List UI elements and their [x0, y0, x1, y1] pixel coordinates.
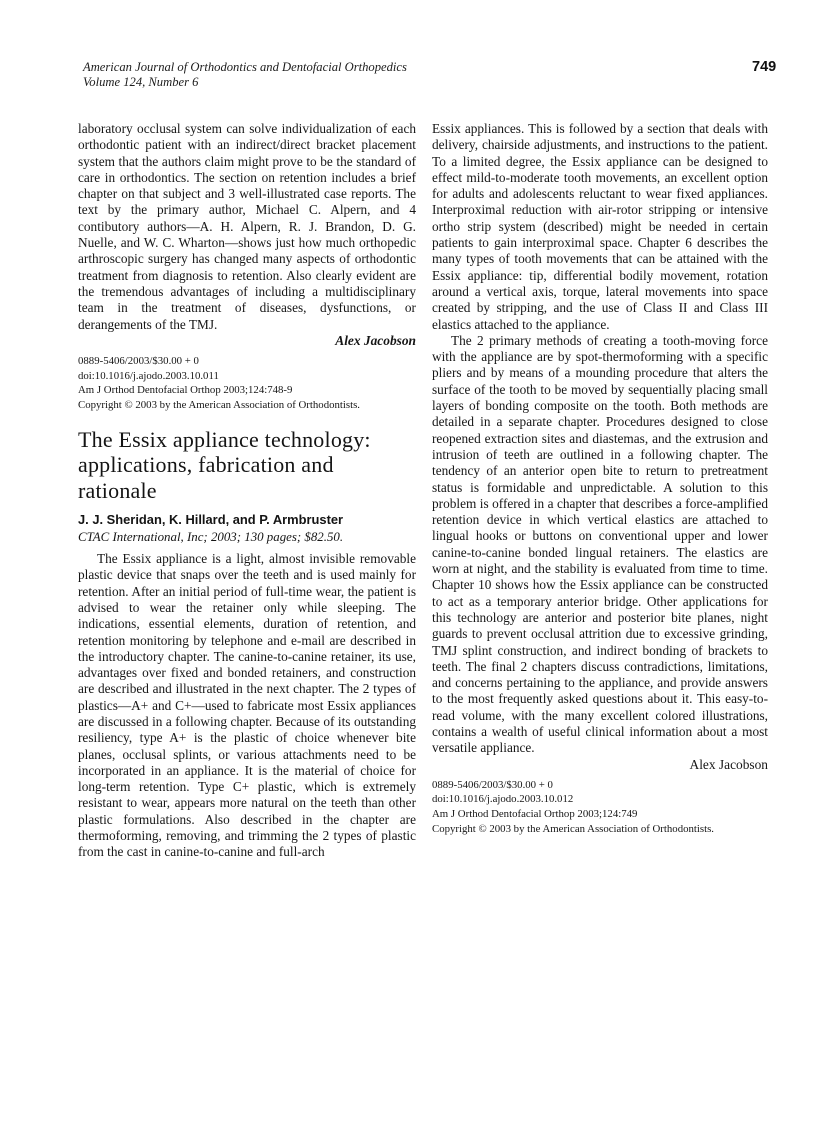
- left-column: [78, 121, 416, 861]
- review2-paragraph1-right: Essix appliances. This is followed by a section that deals with delivery, chairside adjustments, and instructions to the patient. To a limited degree, the Essix appliance can be designed to effect mild-to-moderate tooth movements, an excellent option for adults and adolescents reluctant to wear fixed appliances. Interproximal reduction with air-rotor stripping or intensive ortho strip system (described) might be needed in certain patients to gain interproximal space. Chapter 6 describes the many types of tooth movements that can be attained with the Essix appliance: tip, differential bodily movement, rotation around a vertical axis, torque, lateral movements into space created by stripping, and the use of Class II and Class III elastics attached to the appliance.: [432, 121, 768, 332]
- review1-footer-doi: doi:10.1016/j.ajodo.2003.10.011: [78, 369, 219, 382]
- running-head: [83, 60, 503, 89]
- review1-footer-issn: 0889-5406/2003/$30.00 + 0: [78, 355, 199, 368]
- review1-signature-name: Alex Jacobson: [335, 332, 416, 348]
- review1-footer-citation: Am J Orthod Dentofacial Orthop 2003;124:748-9: [78, 384, 293, 397]
- review2-footer: [432, 778, 768, 836]
- review2-footer-citation: Am J Orthod Dentofacial Orthop 2003;124:749: [432, 808, 638, 821]
- review2-footer-doi: doi:10.1016/j.ajodo.2003.10.012: [432, 793, 574, 806]
- right-column: [432, 121, 768, 836]
- book-publication-info: CTAC International, Inc; 2003; 130 pages; $82.50.: [78, 530, 344, 545]
- review2-paragraph2: The 2 primary methods of creating a tooth-moving force with the appliance are by spot-thermoforming with a specific pliers and by means of a mounding procedure that alters the surface of the tooth to be moved by sequentially placing small layers of bonding composite on the tooth. Both methods are detailed in a separate chapter. Procedures designed to close reopened extraction sites and diastemas, and the extrusion and intrusion of teeth are outlined in a following chapter. The tendency of an anterior open bite to return to pretreatment status is formidable and unpredictable. A solution to this problem is offered in a chapter that describes a force-amplified retention device in which vertical elastics are attached to lingual hooks or buttons on conventional upper and lower canine-to-canine bonded lingual retainers. The elastics are worn at night, and the stability is evaluated from time to time. Chapter 10 shows how the Essix appliance can be constructed to act as a temporary anterior bridge. Other applications for this technology are anterior and posterior bite planes, night guards to prevent occlusal attrition due to excessive grinding, TMJ splint construction, and indirect bonding of brackets to teeth. The final 2 chapters discuss contradictions, limitations, and concerns pertaining to the appliance, and provide answers to the most frequently asked questions about it. This easy-to-read volume, with the many excellent colored illustrations, contains a wealth of useful clinical information about a most versatile appliance.: [432, 332, 768, 756]
- review2-paragraph1-left: The Essix appliance is a light, almost invisible removable plastic device that snaps over the teeth and is used mainly for retention. After an initial period of full-time wear, the patient is advised to wear the retainer only while sleeping. The indications, essential elements, duration of retention, and retention monitoring by telephone and e-mail are described in the introductory chapter. The canine-to-canine retainer, its use, advantages over fixed and bonded retainers, and construction are described and illustrated in the next chapter. The 2 types of plastics—A+ and C+—used to fabricate most Essix appliances are discussed in a following chapter. Because of its outstanding resiliency, type A+ is the plastic of choice whenever bite planes, occlusal splints, or various attachments need to be incorporated in an appliance. It is the material of choice for long-term retention. Type C+ plastic, which is extremely resistant to wear, appears more natural on the teeth than other plastic formulations. Also described in the chapter are thermoforming, removing, and trimming the 2 types of plastic from the cast in canine-to-canine and full-arch: [78, 551, 416, 860]
- review2-footer-issn: 0889-5406/2003/$30.00 + 0: [432, 778, 553, 791]
- page-number: 749: [752, 59, 777, 75]
- book-authors: J. J. Sheridan, K. Hillard, and P. Armbruster: [78, 512, 344, 528]
- book-title-line2: applications, fabrication and rationale: [78, 452, 334, 503]
- review1-signature: [78, 333, 416, 349]
- book-title: [78, 427, 416, 504]
- book-title-line1: The Essix appliance technology:: [78, 426, 371, 452]
- review2-signature: [432, 757, 768, 773]
- journal-issue: Volume 124, Number 6: [83, 74, 199, 89]
- review2-footer-copyright: Copyright © 2003 by the American Association of Orthodontists.: [432, 822, 714, 835]
- journal-title: American Journal of Orthodontics and Dentofacial Orthopedics: [83, 60, 407, 74]
- review2-signature-name: Alex Jacobson: [689, 756, 768, 772]
- review1-footer-copyright: Copyright © 2003 by the American Association of Orthodontists.: [78, 398, 360, 411]
- review1-footer: [78, 354, 416, 412]
- review1-body: laboratory occlusal system can solve individualization of each orthodontic patient with an indirect/direct bracket placement system that the authors claim might prove to be the standard of care in orthodontics. The section on retention includes a brief chapter on that subject and 3 well-illustrated case reports. The text by the primary author, Michael C. Alpern, and 4 contibutory authors—A. H. Alpern, R. J. Brandon, D. G. Nuelle, and W. C. Wharton—shows just how much orthopedic arthroscopic surgery has changed many aspects of orthodontic treatment from diagnosis to retention. Also clearly evident are the tremendous advantages of including a multidisciplinary team in the treatment of diseases, dysfunctions, or derangements of the TMJ.: [78, 121, 416, 332]
